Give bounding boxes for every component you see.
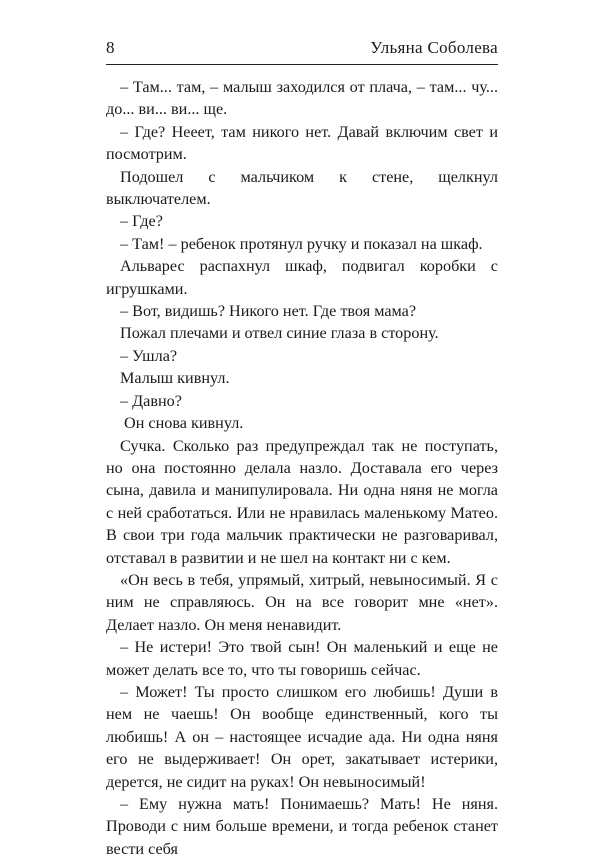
- paragraph: Он снова кивнул.: [124, 414, 244, 433]
- running-title: Ульяна Соболева: [370, 38, 498, 57]
- paragraph: – Давно?: [120, 391, 182, 410]
- paragraph: – Где? Нееет, там никого нет. Давай включим свет и посмотрим.: [106, 122, 498, 164]
- paragraph: Сучка. Сколько раз предупреждал так не поступать, но она постоянно делала назло. Доставала его через сына, давила и манипулировала. Ни одна няня не могла с ней сработаться. Или не нравилась маленькому Матео. В свои три года мальчик практически не разговаривал, отставал в развитии и не шел на контакт ни с кем.: [106, 436, 498, 567]
- paragraph: – Где?: [120, 212, 163, 231]
- page-number: 8: [106, 38, 115, 57]
- paragraph: Малыш кивнул.: [120, 369, 230, 388]
- paragraph: Пожал плечами и отвел синие глаза в сторону.: [120, 324, 439, 343]
- paragraph: – Там... там, – малыш заходился от плача, – там... чу... до... ви... ви... ще.: [106, 78, 498, 119]
- paragraph: – Там! – ребенок протянул ручку и показал на шкаф.: [120, 234, 483, 253]
- paragraph: – Вот, видишь? Никого нет. Где твоя мама?: [120, 302, 417, 321]
- paragraph: – Может! Ты просто слишком его любишь! Души в нем не чаешь! Он вообще единственный, кого ты любишь! А он – настоящее исчадие ада. Ни одна няня его не выдерживает! Он орет, закатывает истерики, дерется, не сидит на руках! Он невыносимый!: [106, 682, 498, 791]
- paragraph: – Не истери! Это твой сын! Он маленький и еще не может делать все то, что ты говоришь сейчас.: [106, 638, 498, 679]
- paragraph: Альварес распахнул шкаф, подвигал коробки с игрушками.: [106, 257, 498, 298]
- paragraph: – Ушла?: [120, 346, 178, 365]
- page-header: [106, 38, 498, 64]
- paragraph: «Он весь в тебя, упрямый, хитрый, невыносимый. Я с ним не справляюсь. Он на все говорит мне «нет». Делает назло. Он меня ненавидит.: [106, 570, 498, 634]
- paragraph: Подошел с мальчиком к стене, щелкнул выключателем.: [106, 167, 498, 209]
- header-rule: [106, 64, 498, 65]
- paragraph: – Ему нужна мать! Понимаешь? Мать! Не няня. Проводи с ним больше времени, и тогда ребенок станет вести себя: [106, 795, 498, 858]
- body-text: [106, 76, 498, 860]
